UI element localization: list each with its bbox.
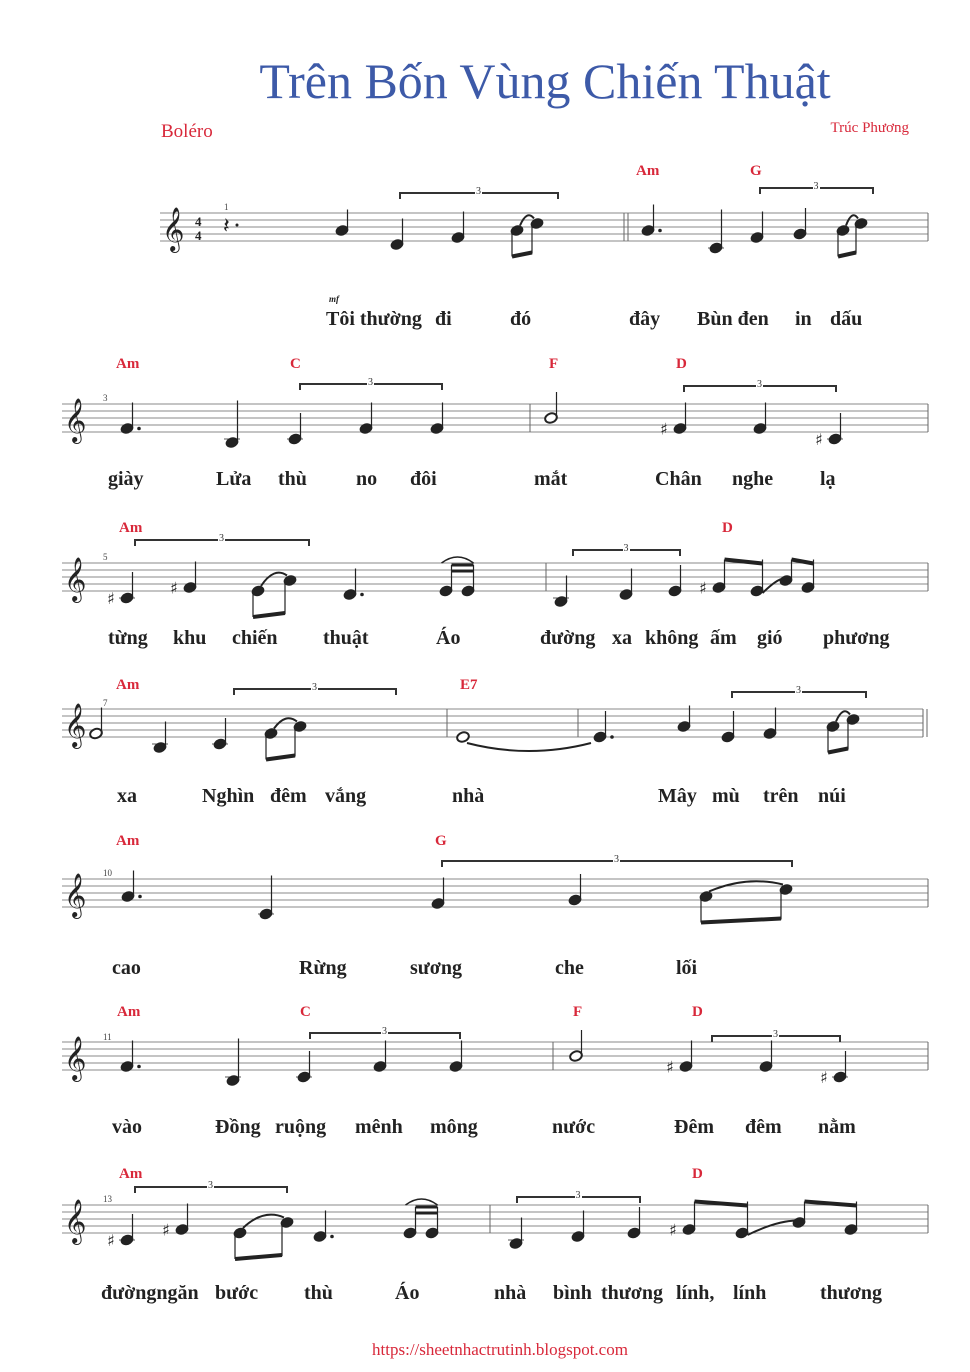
lyric-syllable: đường xyxy=(540,627,596,649)
beam xyxy=(701,919,781,923)
treble-clef-icon: 𝄞 xyxy=(64,703,87,747)
sharp-icon: ♯ xyxy=(666,1057,674,1077)
lyric-syllable: lính xyxy=(733,1282,767,1304)
dot xyxy=(137,427,141,431)
lyric-syllable: không xyxy=(645,627,699,649)
lyric-syllable: đây xyxy=(629,308,661,330)
lyric-syllable: Đêm xyxy=(674,1116,714,1138)
chord-symbol: Am xyxy=(116,677,140,693)
beam xyxy=(828,749,848,753)
beam xyxy=(838,253,856,257)
chord-symbol: Am xyxy=(116,833,140,849)
lyric-syllable: ấm xyxy=(710,627,737,649)
treble-clef-icon: 𝄞 xyxy=(64,1036,87,1080)
dot xyxy=(137,1065,141,1069)
lyric-syllable: Tôi thường xyxy=(326,308,422,330)
lyric-syllable: giày xyxy=(108,468,144,490)
lyric-syllable: in xyxy=(795,308,812,330)
lyric-syllable: che xyxy=(555,957,584,979)
tuplet-number: 3 xyxy=(796,685,801,696)
lyric-syllable: nhà xyxy=(494,1282,527,1304)
measure-number: 11 xyxy=(103,1032,112,1042)
lyric-syllable: chiến xyxy=(232,627,278,649)
lyric-syllable: núi xyxy=(818,785,846,807)
tuplet-number: 3 xyxy=(312,682,317,693)
beam xyxy=(253,613,285,617)
sharp-icon: ♯ xyxy=(820,1068,828,1087)
chord-symbol: D xyxy=(692,1166,703,1182)
measure-number: 13 xyxy=(103,1194,112,1204)
chord-symbol: Am xyxy=(119,1166,143,1182)
beam xyxy=(235,1255,282,1259)
treble-clef-icon: 𝄞 xyxy=(64,1199,87,1243)
dot xyxy=(330,1235,334,1239)
time-signature-top: 4 xyxy=(195,214,202,229)
sharp-icon: ♯ xyxy=(815,430,823,449)
measure-number: 1 xyxy=(224,202,229,212)
treble-clef-icon: 𝄞 xyxy=(162,207,185,251)
lyric-syllable: vào xyxy=(112,1116,142,1138)
lyric-syllable: lạ xyxy=(820,468,836,490)
lyric-syllable: thuật xyxy=(323,627,369,649)
lyric-syllable: từng xyxy=(108,627,148,649)
lyric-syllable: đi xyxy=(435,308,452,330)
lyric-syllable: nhà xyxy=(452,785,485,807)
tie xyxy=(467,743,591,751)
lyric-syllable: vắng xyxy=(325,785,367,807)
lyric-syllable: Chân xyxy=(655,468,702,490)
tuplet-number: 3 xyxy=(773,1029,778,1040)
lyric-syllable: nước xyxy=(552,1116,596,1138)
chord-symbol: Am xyxy=(119,520,143,536)
tuplet-number: 3 xyxy=(208,1180,213,1191)
sharp-icon: ♯ xyxy=(170,578,178,598)
chord-symbol: D xyxy=(692,1004,703,1020)
lyric-syllable: Rừng xyxy=(299,957,347,979)
dot xyxy=(138,895,142,899)
lyric-syllable: phương xyxy=(823,627,890,649)
tuplet-number: 3 xyxy=(219,533,224,544)
song-title: Trên Bốn Vùng Chiến Thuật xyxy=(259,53,831,109)
chord-symbol: G xyxy=(435,833,447,849)
lyric-syllable: Đồng xyxy=(215,1116,261,1138)
chord-symbol: D xyxy=(722,520,733,536)
quarter-rest-icon: 𝄽 xyxy=(223,214,230,239)
measure-number: 3 xyxy=(103,393,108,403)
chord-symbol: D xyxy=(676,356,687,372)
dot xyxy=(360,593,364,597)
lyric-syllable: thù xyxy=(278,468,307,490)
slur xyxy=(406,1199,438,1205)
lyric-syllable: mù xyxy=(712,785,740,807)
chord-symbol: C xyxy=(290,356,301,372)
chord-symbol: Am xyxy=(636,163,660,179)
lyric-syllable: đêm xyxy=(745,1116,782,1138)
chord-symbol: F xyxy=(549,356,559,372)
lyric-syllable: đườngngăn xyxy=(101,1282,199,1304)
dot xyxy=(236,224,239,227)
lyric-syllable: trên xyxy=(763,785,799,807)
lyric-syllable: Nghìn xyxy=(202,785,255,807)
tuplet-number: 3 xyxy=(623,543,629,554)
lyric-syllable: xa xyxy=(612,627,632,649)
lyric-syllable: Bùn đen xyxy=(697,308,769,330)
lyric-syllable: mông xyxy=(430,1116,478,1138)
beam xyxy=(266,756,295,760)
chord-symbol: G xyxy=(750,163,762,179)
lyric-syllable: nằm xyxy=(818,1116,856,1138)
lyric-syllable: mắt xyxy=(534,468,568,490)
lyric-syllable: ruộng xyxy=(275,1116,327,1138)
dot xyxy=(610,735,614,739)
sharp-icon: ♯ xyxy=(660,419,668,439)
lyric-syllable: dấu xyxy=(830,308,863,330)
tuplet-number: 3 xyxy=(575,1190,581,1201)
tuplet-number: 3 xyxy=(614,854,619,865)
lyric-syllable: đôi xyxy=(410,468,437,490)
notehead xyxy=(456,731,470,744)
treble-clef-icon: 𝄞 xyxy=(64,557,87,601)
lyric-syllable: lối xyxy=(676,957,698,979)
tuplet-number: 3 xyxy=(476,186,481,197)
chord-symbol: E7 xyxy=(460,677,478,693)
beam xyxy=(512,253,532,257)
treble-clef-icon: 𝄞 xyxy=(64,873,87,917)
lyric-syllable: cao xyxy=(112,957,141,979)
treble-clef-icon: 𝄞 xyxy=(64,398,87,442)
sharp-icon: ♯ xyxy=(162,1220,170,1240)
style-label: Boléro xyxy=(161,121,213,142)
lyric-syllable: Áo xyxy=(395,1282,420,1304)
lyric-syllable: Lửa xyxy=(216,468,252,490)
lyric-syllable: gió xyxy=(757,627,783,649)
sharp-icon: ♯ xyxy=(107,589,115,608)
lyric-syllable: thù xyxy=(304,1282,333,1304)
chord-symbol: Am xyxy=(117,1004,141,1020)
lyric-syllable: khu xyxy=(173,627,207,649)
tuplet-number: 3 xyxy=(382,1026,387,1037)
measure-number: 5 xyxy=(103,552,108,562)
tuplet-number: 3 xyxy=(757,379,762,390)
lyric-syllable: đó xyxy=(510,308,532,330)
source-url[interactable]: https://sheetnhactrutinh.blogspot.com xyxy=(372,1340,628,1359)
lyric-syllable: xa xyxy=(117,785,137,807)
lyric-syllable: no xyxy=(356,468,378,490)
lyric-syllable: mênh xyxy=(355,1116,403,1138)
chord-symbol: Am xyxy=(116,356,140,372)
lyric-syllable: nghe xyxy=(732,468,774,490)
chord-symbol: C xyxy=(300,1004,311,1020)
lyric-syllable: bước xyxy=(215,1282,259,1304)
measure-number: 10 xyxy=(103,868,112,878)
dot xyxy=(658,229,662,233)
tuplet-number: 3 xyxy=(813,181,819,192)
sharp-icon: ♯ xyxy=(699,578,707,598)
lyric-syllable: thương xyxy=(601,1282,663,1304)
chord-symbol: F xyxy=(573,1004,583,1020)
dynamic-marking: mf xyxy=(329,294,339,304)
slur xyxy=(442,557,474,563)
lyric-syllable: lính, xyxy=(676,1282,715,1304)
lyric-syllable: bình xyxy=(553,1282,592,1304)
measure-number: 7 xyxy=(103,698,108,708)
lyric-syllable: sương xyxy=(410,957,462,979)
sharp-icon: ♯ xyxy=(107,1231,115,1250)
lyric-syllable: đêm xyxy=(270,785,307,807)
lyric-syllable: Mây xyxy=(658,785,697,807)
time-signature-bottom: 4 xyxy=(195,228,202,243)
lyric-syllable: thương xyxy=(820,1282,882,1304)
sharp-icon: ♯ xyxy=(669,1220,677,1240)
composer-name: Trúc Phương xyxy=(830,120,909,136)
lyric-syllable: Áo xyxy=(436,627,461,649)
tuplet-number: 3 xyxy=(368,377,373,388)
